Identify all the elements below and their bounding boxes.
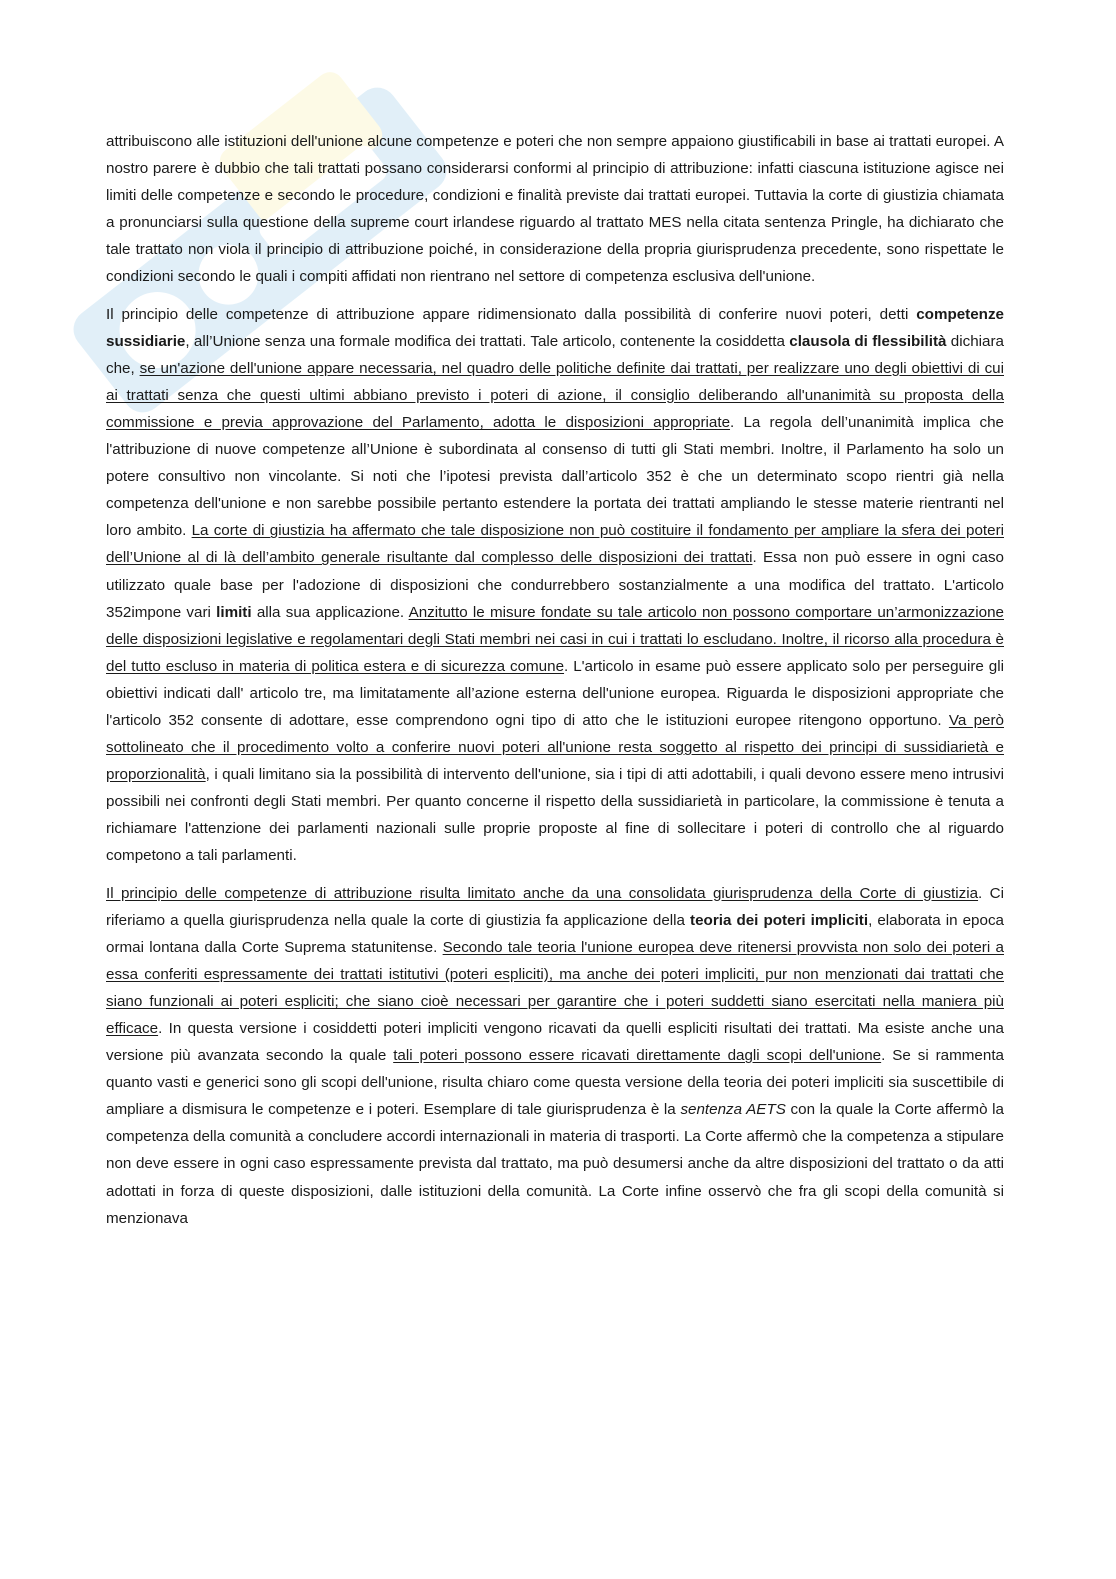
text-segment: dichiara che,	[106, 332, 1004, 377]
italic-term: sentenza AETS	[680, 1101, 786, 1119]
text-segment: , i quali limitano sia la possibilità di intervento dell'unione, sia i tipi di atti adottabili, i quali devono essere meno intrusivi possibili nei confronti degli Stati membri. Per quanto concerne il rispetto della sussidiarietà in particolare, la commissione è tenuta a richiamare l'attenzione dei parlamenti nazionali sulle proprie proposte al fine di sollecitare i poteri di controllo che al riguardo competono a tali parlamenti.	[106, 766, 1004, 865]
text-segment: . In questa versione i cosiddetti poteri impliciti vengono ricavati da quelli espliciti risultati dei trattati. Ma esiste anche una versione più avanzata secondo la quale	[106, 1020, 1004, 1065]
text-segment: , elaborata in epoca ormai lontana dalla Corte Suprema statunitense.	[106, 911, 1004, 956]
bold-term: clausola di flessibilità	[789, 332, 947, 350]
bold-term: limiti	[216, 603, 252, 621]
paragraph	[106, 301, 1004, 870]
text-segment: . Essa non può essere in ogni caso utilizzato quale base per l'adozione di disposizioni che condurrebbero sostanzialmente a una modifica del trattato. L'articolo 352impone vari	[106, 549, 1004, 621]
text-segment: con la quale la Corte affermò la competenza della comunità a concludere accordi internazionali in materia di trasporti. La Corte affermò che la competenza a stipulare non deve essere in ogni caso espressamente prevista dal trattato, ma può desumersi anche da altre disposizioni del trattato o da atti adottati in forza di queste disposizioni, dalle istituzioni della comunità. La Corte infine osservò che fra gli scopi della comunità si menzionava	[106, 1101, 1005, 1227]
text-segment: alla sua applicazione.	[251, 603, 409, 621]
text-segment: , all’Unione senza una formale modifica dei trattati. Tale articolo, contenente la cosiddetta	[185, 332, 790, 350]
underlined-text: Va però sottolineato che il procedimento volto a conferire nuovi poteri all'unione resta soggetto al rispetto dei principi di sussidiarietà e proporzionalità	[106, 711, 1004, 784]
text-segment: . Se si rammenta quanto vasti e generici sono gli scopi dell'unione, risulta chiaro come questa versione della teoria dei poteri impliciti sia suscettibile di ampliare a dismisura le competenze e i poteri. Esemplare di tale giurisprudenza è la	[106, 1047, 1004, 1119]
paragraph	[106, 880, 1004, 1232]
text-segment: attribuiscono alle istituzioni dell'unione alcune competenze e poteri che non sempre appaiono giustificabili in base ai trattati europei. A nostro parere è dubbio che tali trattati possano considerarsi conformi al principio di attribuzione: infatti ciascuna istituzione agisce nei limiti delle competenze e secondo le procedure, condizioni e finalità previste dai trattati europei. Tuttavia la corte di giustizia chiamata a pronunciarsi sulla questione della supreme court irlandese riguardo al trattato MES nella citata sentenza Pringle, ha dichiarato che tale trattato non viola il principio di attribuzione poiché, in considerazione della propria giurisprudenza precedente, sono rispettate le condizioni secondo le quali i compiti affidati non rientrano nel settore di competenza esclusiva dell'unione.	[106, 133, 1004, 286]
underlined-text: Il principio delle competenze di attribuzione risulta limitato anche da una consolidata giurisprudenza della Corte di giustizia	[106, 884, 979, 902]
bold-term: teoria dei poteri impliciti	[690, 911, 869, 929]
text-segment: . Ci riferiamo a quella giurisprudenza nella quale la corte di giustizia fa applicazione della	[106, 884, 1004, 929]
underlined-text: Anzitutto le misure fondate su tale articolo non possono comportare un’armonizzazione delle disposizioni legislative e regolamentari degli Stati membri nei casi in cui i trattati lo escludano. Inoltre, il ricorso alla procedura è del tutto escluso in materia di politica estera e di sicurezza comune	[106, 603, 1004, 675]
text-segment: . La regola dell’unanimità implica che l'attribuzione di nuove competenze all’Unione è subordinata al consenso di tutti gli Stati membri. Inoltre, il Parlamento ha solo un potere consultivo non vincolante. Si noti che l’ipotesi prevista dall’articolo 352 è che un determinato scopo rientri già nella competenza dell'unione e non sarebbe possibile pertanto estendere la portata dei trattati ampliando le stesse materie rientranti nel loro ambito.	[106, 413, 1004, 540]
underlined-text: La corte di giustizia ha affermato che tale disposizione non può costituire il fondamento per ampliare la sfera dei poteri dell’Unione al di là dell’ambito generale risultante dal complesso delle disposizioni dei trattati	[106, 522, 1004, 567]
underlined-text: tali poteri possono essere ricavati direttamente dagli scopi dell'unione	[393, 1047, 882, 1065]
bold-term: competenze sussidiarie	[106, 305, 1004, 350]
text-segment: Il principio delle competenze di attribuzione appare ridimensionato dalla possibilità di conferire nuovi poteri, detti	[106, 305, 917, 323]
underlined-text: se un'azione dell'unione appare necessaria, nel quadro delle politiche definite dai trattati, per realizzare uno degli obiettivi di cui ai trattati senza che questi ultimi abbiano previsto i poteri di azione, il consiglio deliberando all'unanimità su proposta della commissione e previa approvazione del Parlamento, adotta le disposizioni appropriate	[106, 359, 1004, 431]
document-body	[106, 128, 1004, 1242]
underlined-text: Secondo tale teoria l'unione europea deve ritenersi provvista non solo dei poteri a essa conferiti espressamente dei trattati istitutivi (poteri espliciti), ma anche dei poteri impliciti, pur non menzionati dai trattati che siano funzionali ai poteri espliciti; che siano cioè necessari per garantire che i poteri suddetti siano esercitati nella maniera più efficace	[106, 938, 1004, 1037]
text-segment: . L'articolo in esame può essere applicato solo per perseguire gli obiettivi indicati dall' articolo tre, ma limitatamente all’azione esterna dell'unione europea. Riguarda le disposizioni appropriate che l'articolo 352 consente di adottare, esse comprendono ogni tipo di atto che le istituzioni europee ritengono opportuno.	[106, 657, 1004, 729]
paragraph	[106, 128, 1004, 291]
